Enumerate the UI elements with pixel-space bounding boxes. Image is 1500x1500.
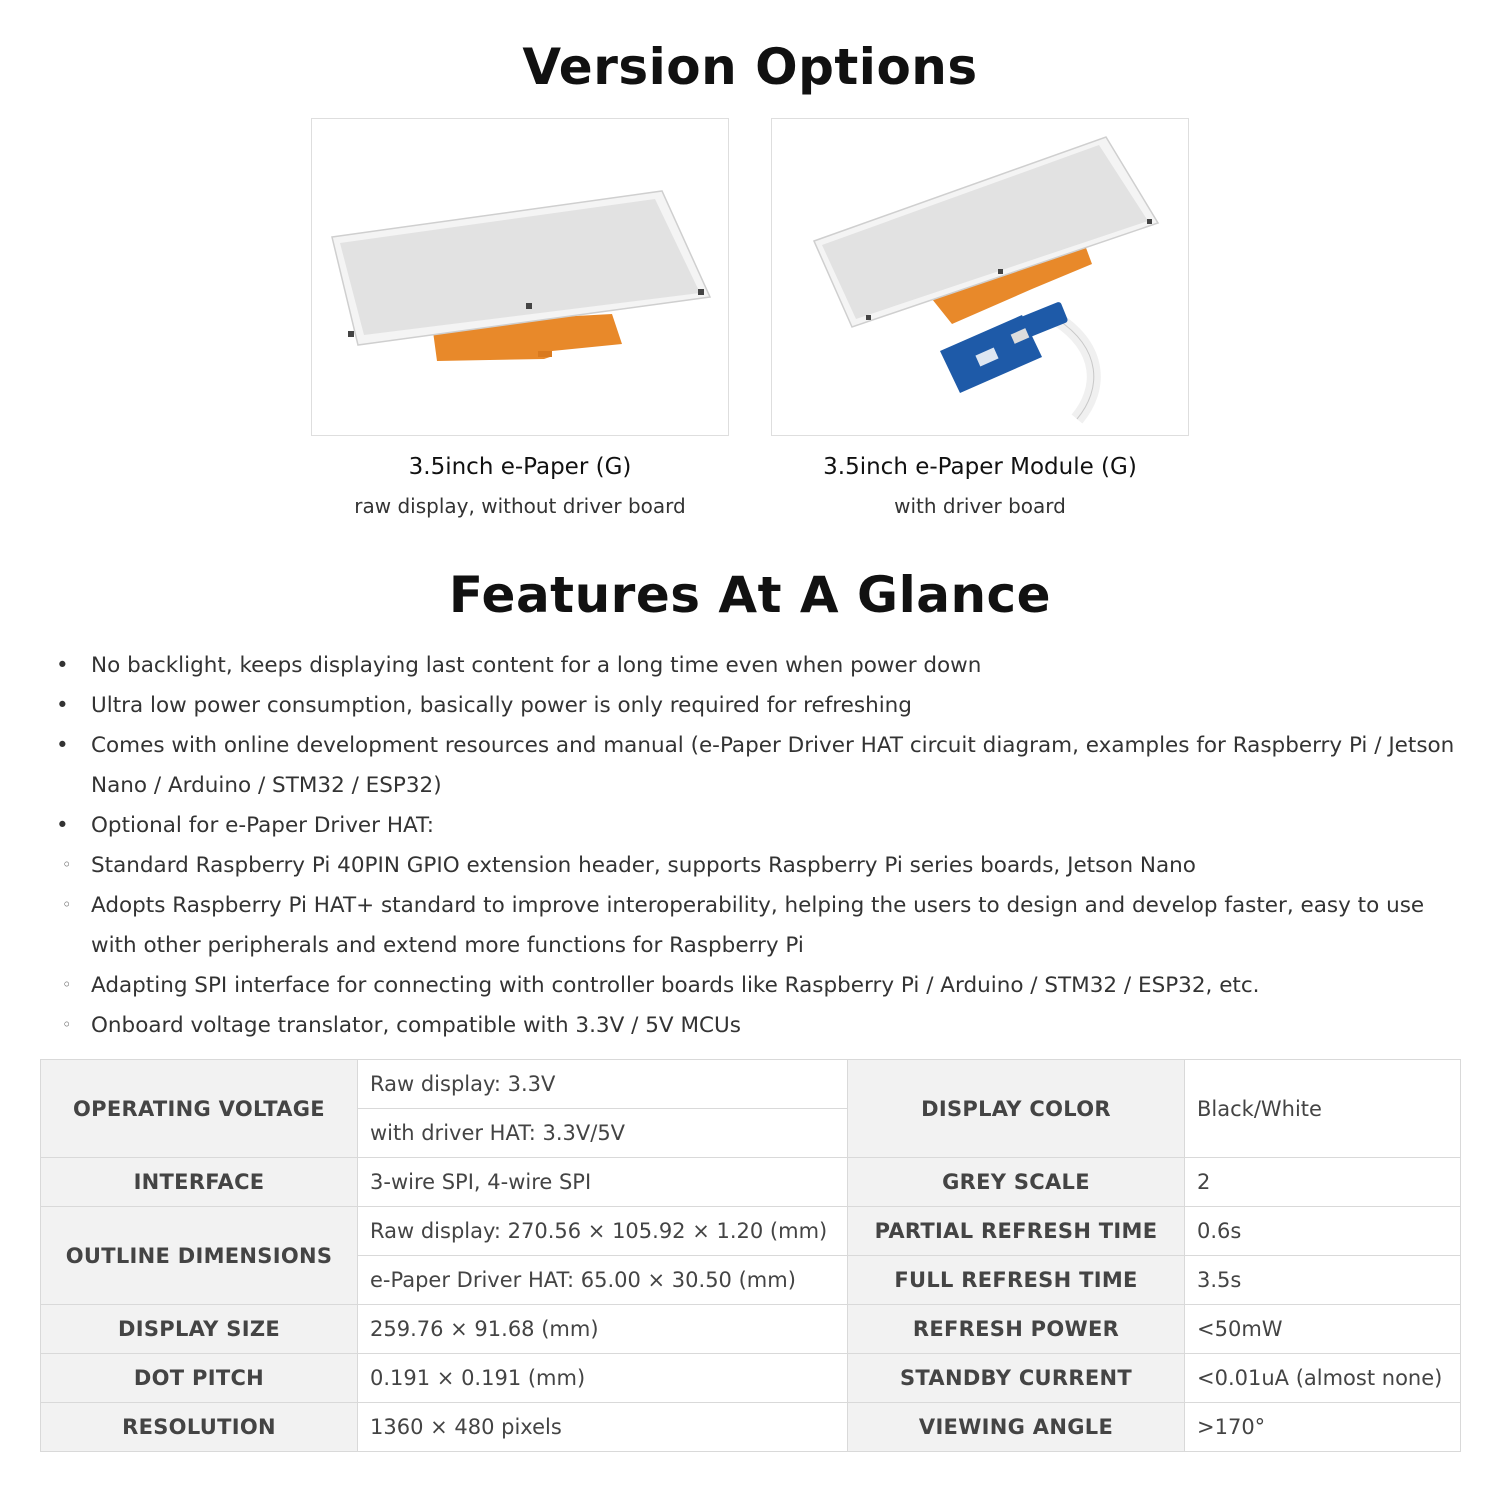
sub-feature-text: Adopts Raspberry Pi HAT+ standard to improve interoperability, helping the users to design and develop faster, easy to use with other peripherals and extend more functions for Raspberry Pi (91, 893, 1425, 958)
specifications-table (40, 1059, 1461, 1452)
table-row (41, 1403, 1461, 1452)
version-options-title: Version Options (522, 38, 978, 96)
spec-label: OUTLINE DIMENSIONS (41, 1207, 358, 1305)
feature-item (56, 686, 1456, 726)
spec-value: Raw display: 3.3V (358, 1060, 848, 1109)
hollow-bullet-icon: ◦ (62, 895, 72, 914)
table-row (41, 1305, 1461, 1354)
table-row (41, 1354, 1461, 1403)
spec-label: DISPLAY SIZE (41, 1305, 358, 1354)
bullet-icon: • (56, 733, 69, 758)
spec-label: GREY SCALE (848, 1158, 1185, 1207)
epaper-raw-illustration (312, 119, 730, 437)
sub-feature-item (56, 846, 1456, 886)
spec-label: STANDBY CURRENT (848, 1354, 1185, 1403)
spec-value: e-Paper Driver HAT: 65.00 × 30.50 (mm) (358, 1256, 848, 1305)
module-product-image (771, 118, 1189, 436)
raw-display-product-image (311, 118, 729, 436)
spec-value: 0.191 × 0.191 (mm) (358, 1354, 848, 1403)
hollow-bullet-icon: ◦ (62, 975, 72, 994)
table-row (41, 1158, 1461, 1207)
spec-label: RESOLUTION (41, 1403, 358, 1452)
spec-label: REFRESH POWER (848, 1305, 1185, 1354)
table-row (41, 1207, 1461, 1256)
spec-label: OPERATING VOLTAGE (41, 1060, 358, 1158)
bullet-icon: • (56, 653, 69, 678)
features-title: Features At A Glance (448, 566, 1052, 624)
feature-text: Comes with online development resources and manual (e-Paper Driver HAT circuit diagram, examples for Raspberry Pi / Jetson Nano / Arduino / STM32 / ESP32) (91, 733, 1455, 798)
spec-label: INTERFACE (41, 1158, 358, 1207)
module-subtitle: with driver board (894, 494, 1066, 518)
spec-label: DOT PITCH (41, 1354, 358, 1403)
sub-feature-item (56, 1006, 1456, 1046)
epaper-module-illustration (772, 119, 1190, 437)
feature-text: No backlight, keeps displaying last content for a long time even when power down (91, 653, 982, 678)
table-row (41, 1060, 1461, 1109)
spec-label: DISPLAY COLOR (848, 1060, 1185, 1158)
feature-item (56, 646, 1456, 686)
raw-display-title: 3.5inch e-Paper (G) (408, 454, 632, 480)
bullet-icon: • (56, 693, 69, 718)
spec-value: with driver HAT: 3.3V/5V (358, 1109, 848, 1158)
spec-value: 1360 × 480 pixels (358, 1403, 848, 1452)
sub-feature-item (56, 966, 1456, 1006)
sub-feature-item (56, 886, 1456, 966)
spec-label: FULL REFRESH TIME (848, 1256, 1185, 1305)
spec-value: 0.6s (1185, 1207, 1461, 1256)
feature-item (56, 726, 1456, 806)
spec-value: Black/White (1185, 1060, 1461, 1158)
spec-value: Raw display: 270.56 × 105.92 × 1.20 (mm) (358, 1207, 848, 1256)
feature-text: Ultra low power consumption, basically power is only required for refreshing (91, 693, 912, 718)
feature-item (56, 806, 1456, 846)
spec-value: 2 (1185, 1158, 1461, 1207)
raw-display-subtitle: raw display, without driver board (354, 494, 686, 518)
sub-feature-text: Adapting SPI interface for connecting with controller boards like Raspberry Pi / Arduino / STM32 / ESP32, etc. (91, 973, 1260, 998)
bullet-icon: • (56, 813, 69, 838)
module-title: 3.5inch e-Paper Module (G) (823, 454, 1137, 480)
spec-value: <50mW (1185, 1305, 1461, 1354)
spec-label: VIEWING ANGLE (848, 1403, 1185, 1452)
sub-feature-list (56, 846, 1456, 1046)
sub-feature-text: Standard Raspberry Pi 40PIN GPIO extension header, supports Raspberry Pi series boards, Jetson Nano (91, 853, 1196, 878)
hollow-bullet-icon: ◦ (62, 855, 72, 874)
spec-label: PARTIAL REFRESH TIME (848, 1207, 1185, 1256)
epaper-active-area (340, 199, 700, 335)
feature-list (56, 646, 1456, 1046)
sub-feature-text: Onboard voltage translator, compatible with 3.3V / 5V MCUs (91, 1013, 741, 1038)
hollow-bullet-icon: ◦ (62, 1015, 72, 1034)
spec-value: 259.76 × 91.68 (mm) (358, 1305, 848, 1354)
spec-value: 3-wire SPI, 4-wire SPI (358, 1158, 848, 1207)
spec-value: 3.5s (1185, 1256, 1461, 1305)
feature-text: Optional for e-Paper Driver HAT: (91, 813, 435, 838)
spec-value: <0.01uA (almost none) (1185, 1354, 1461, 1403)
spec-value: >170° (1185, 1403, 1461, 1452)
